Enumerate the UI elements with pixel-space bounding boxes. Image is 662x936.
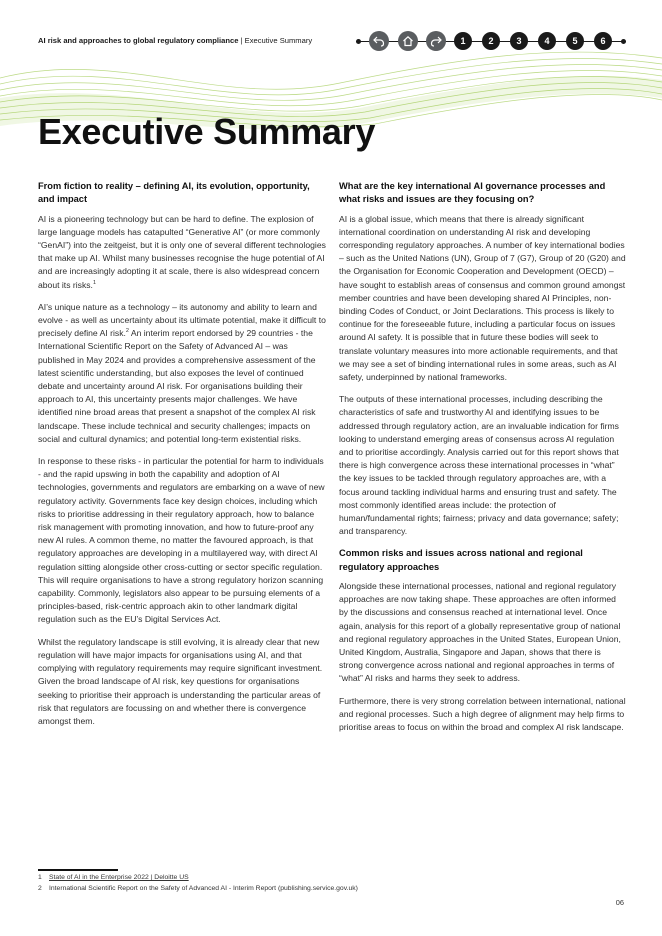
right-paragraph-3: Alongside these international processes, national and regional regulatory approaches are now taking shape. These approaches are often informed by the discussions and consensus reached at international level. Once again, analysis for this report of a globally representative group of national and regional regulatory approaches in the United States, European Union, United Kingdom, Australia, Singapore and Japan, shows that there is strong convergence across national and regional approaches in terms of “what” AI risks and harms they seek to address. [339, 581, 621, 684]
footnote-2-link[interactable]: International Scientific Report on the Safety of Advanced AI - Interim Report (publishing.service.gov.uk) [49, 884, 358, 892]
page-link-4[interactable]: 4 [538, 32, 556, 50]
back-button[interactable] [369, 31, 389, 51]
left-paragraph-3: In response to these risks - in particular the potential for harm to individuals - and the rapid upswing in both the capability and adoption of AI technologies, governments and regulators are embarking on a wave of new regulatory activity. Governments face key design choices, including which risks to prioritise addressing in their regulatory approach, how to balance risk management with promoting innovation, and how to future-proof any new AI rules. A common theme, no matter the favoured approach, is that regulatory approaches are developing in a multilayered way, with direct AI regulation sitting alongside other cross-cutting or sector specific regulation. This will require organisations to have a strong regulatory horizon scanning capability. Commonly, legislators also appear to be pursuing elements of a principles-based, risk-centric approach akin to other landmark digital regulation such as the EU’s Digital Services Act. [38, 456, 325, 625]
right-heading-1: What are the key international AI governance processes and what risks and issues are they focusing on? [339, 181, 606, 205]
page-navigation [356, 32, 626, 50]
forward-icon [430, 35, 442, 47]
page-title: Executive Summary [38, 111, 376, 152]
page-link-6[interactable]: 6 [594, 32, 612, 50]
footnote-ref-2[interactable]: 2 [125, 328, 129, 335]
page-link-2[interactable]: 2 [482, 32, 500, 50]
footnote-2 [38, 884, 358, 895]
left-paragraph-2 [38, 301, 326, 446]
section-name: Executive Summary [244, 36, 313, 45]
left-column [38, 180, 326, 737]
left-heading: From fiction to reality – defining AI, its evolution, opportunity, and impact [38, 181, 310, 205]
right-heading-2: Common risks and issues across national and regional regulatory approaches [339, 548, 583, 572]
footnote-1 [38, 873, 358, 884]
right-column [339, 180, 627, 743]
left-paragraph-1-text: AI is a pioneering technology but can be hard to define. The explosion of large language models has catapulted “Generative AI” (or more commonly “GenAI”) into the zeitgeist, but it is only one of several different technologies that make up AI. Whilst many businesses recognise the huge potential of AI and are increasingly adopting it at scale, there is also widespread concern about its risks. [38, 213, 326, 290]
page-number: 06 [615, 898, 624, 907]
right-paragraph-4: Furthermore, there is very strong correlation between international, national and regional processes. Such a high degree of alignment may help firms to prioritise areas to focus on within the broad and complex AI risk landscape. [339, 695, 626, 733]
back-icon [373, 35, 385, 47]
left-paragraph-4: Whilst the regulatory landscape is still evolving, it is already clear that new regulation will have major impacts for organisations using AI, and that complying with regulatory requirements may require significant investment. Given the broad landscape of AI risk, key questions for organisations seeking to prioritise their approach is understanding the particular areas of risk that regulators are focussing on and whether there is convergence amongst them. [38, 636, 323, 726]
footnote-1-link[interactable]: State of AI in the Enterprise 2022 | Deloitte US [49, 874, 189, 881]
page-link-5[interactable]: 5 [566, 32, 584, 50]
left-paragraph-2-text-b: An interim report endorsed by 29 countries - the International Scientific Report on the Safety of Advanced AI – was published in May 2024 and provides a comprehensive assessment of the latest scientific understanding, but also exposes the level of continued debate and uncertainty around AI risk. For organisations building their approach to AI, this uncertainty presents major challenges. We have identified nine broad areas that present a snapshot of the complex AI risk landscape. These include technical and security challenges; impacts on social and cultural dynamics; and potential long-term existential risks. [38, 328, 316, 444]
right-paragraph-2: The outputs of these international processes, including describing the characteristics of safe and trustworthy AI and identifying issues to be addressed through regulatory action, are an invaluable indication for firms looking to understand emerging areas of consensus across AI regulation and to prioritise accordingly. Analysis carried out for this report shows that there is high convergence across these international processes in “what” the key issues to be tackled through regulatory approaches are, with a focus around tackling individual harms and ensuring trust and safety. The most commonly identified areas include: the protection of human/fundamental rights; fairness; privacy and data governance; safety; and transparency. [339, 394, 619, 537]
home-button[interactable] [398, 31, 418, 51]
left-paragraph-1 [38, 213, 326, 292]
page-link-3[interactable]: 3 [510, 32, 528, 50]
forward-button[interactable] [426, 31, 446, 51]
footnote-divider [38, 869, 118, 871]
footnote-2-number: 2 [38, 884, 42, 892]
nav-dot-start [356, 39, 361, 44]
footnotes [38, 873, 358, 894]
home-icon [402, 35, 414, 47]
document-title: AI risk and approaches to global regulatory compliance [38, 36, 239, 45]
page-link-1[interactable]: 1 [454, 32, 472, 50]
footnote-ref-1[interactable]: 1 [92, 279, 96, 286]
left-paragraph-2-text-a: AI’s unique nature as a technology – its autonomy and ability to learn and evolve - as well as uncertainty about its ultimate potential, make it difficult to precisely define AI risk. [38, 301, 326, 339]
footnote-1-number: 1 [38, 874, 42, 881]
header-separator: | [238, 36, 245, 45]
right-paragraph-1: AI is a global issue, which means that there is already significant international coordination on understanding AI risk and developing corresponding regulatory approaches. A number of key international bodies – such as the United Nations (UN), Group of 7 (G7), Group of 20 (G20) and the Organisation for Economic Cooperation and Development (OECD) – have sought to establish areas of consensus and common ground amongst member countries and have been developing shared AI Principles, non-binding Codes of Conduct, or Joint Declarations. This process is likely to continue for the foreseeable future, including a particular focus on issues around AI safety. It is possible that in future these bodies will seek to translate voluntary measures into more actionable requirements, and that we may see a set of binding international rules in some areas, such as AI safety, underpinned by national frameworks. [339, 213, 626, 383]
nav-dot-end [621, 39, 626, 44]
